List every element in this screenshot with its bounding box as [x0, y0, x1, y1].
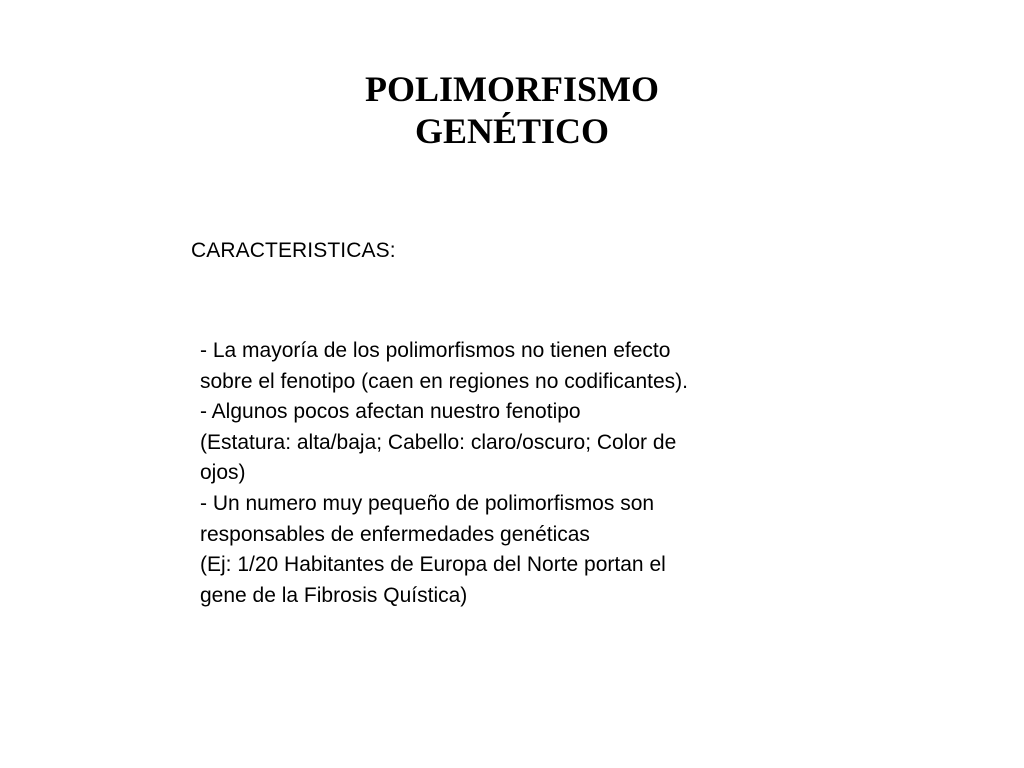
body-line: responsables de enfermedades genéticas: [200, 522, 590, 546]
body-line: - La mayoría de los polimorfismos no tienen efecto: [200, 339, 671, 362]
body-line: - Algunos pocos afectan nuestro fenotipo: [200, 400, 581, 424]
body-line: ojos): [200, 461, 246, 485]
body-line: (Ej: 1/20 Habitantes de Europa del Norte portan el: [200, 553, 666, 577]
section-heading: CARACTERISTICAS:: [191, 239, 396, 262]
slide-title: [0, 68, 1024, 152]
body-line: (Estatura: alta/baja; Cabello: claro/oscuro; Color de: [200, 430, 677, 454]
slide-title-line: GENÉTICO: [414, 111, 610, 151]
body-text: [200, 336, 820, 611]
body-line: gene de la Fibrosis Quística): [200, 583, 468, 607]
body-line: - Un numero muy pequeño de polimorfismos son: [200, 491, 655, 515]
body-line: sobre el fenotipo (caen en regiones no codificantes).: [200, 369, 688, 393]
slide-title-line: POLIMORFISMO: [365, 69, 659, 109]
